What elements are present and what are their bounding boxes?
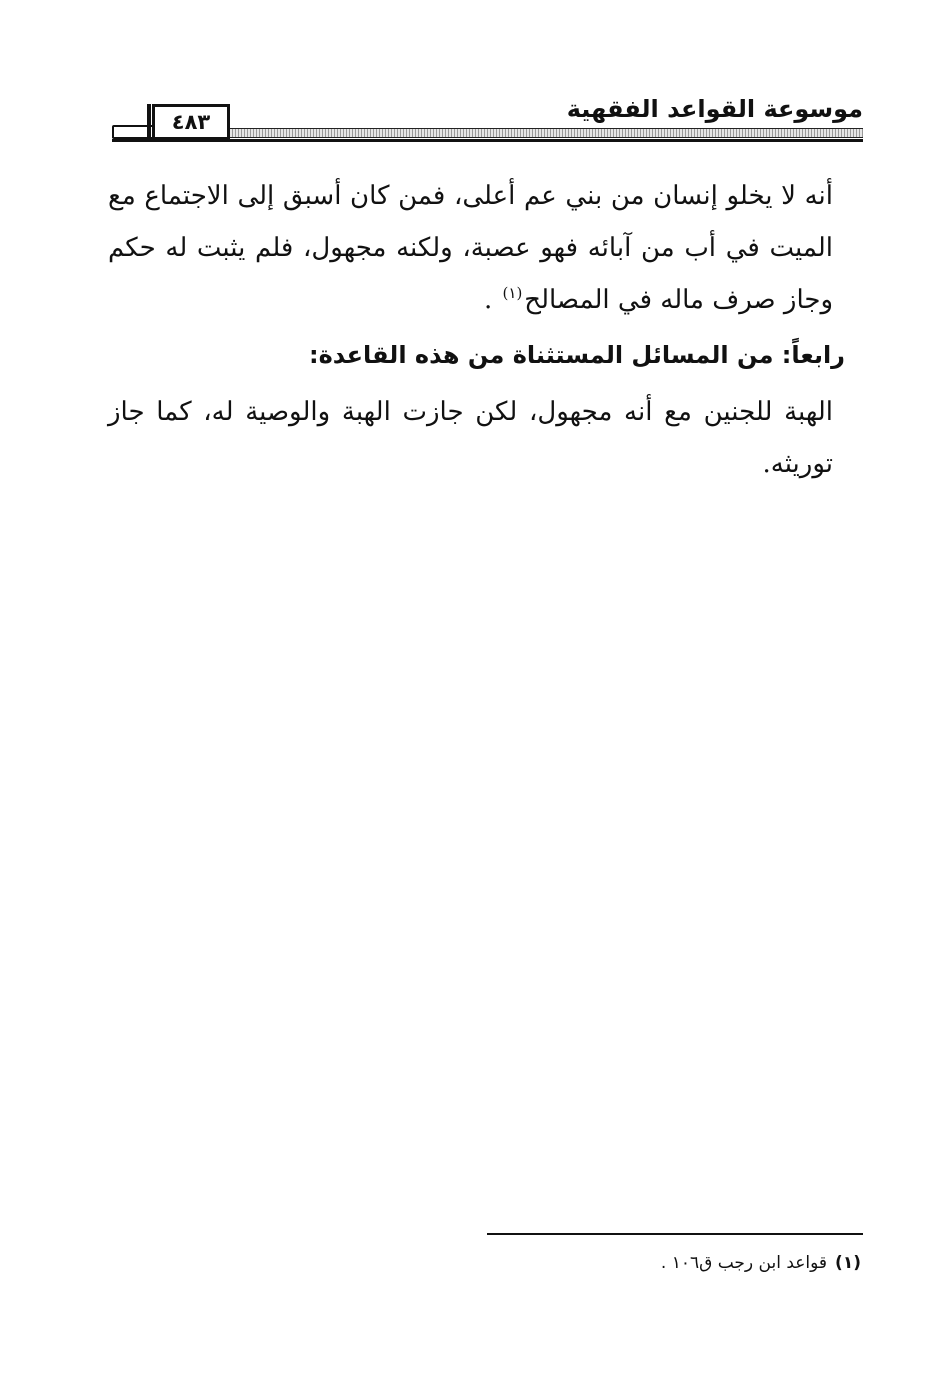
footnote-marker: (١): [835, 1253, 861, 1273]
paragraph-end-punctuation: .: [483, 285, 493, 315]
footnote-separator: [487, 1233, 863, 1235]
footnote-reference: (١): [502, 284, 523, 303]
paragraph: الهبة للجنين مع أنه مجهول، لكن جازت الهبة والوصية له، كما جاز توريثه.: [108, 397, 833, 479]
paragraph-text: أنه لا يخلو إنسان من بني عم أعلى، فمن كان أسبق إلى الاجتماع مع الميت في أب من آبائه فهو عصبة، ولكنه مجهول، فلم يثبت له حكم وجاز صرف ماله في المصالح: [108, 181, 833, 315]
body-text: [108, 170, 845, 490]
page-number: ٤٨٣: [152, 104, 230, 140]
paragraph: [108, 170, 833, 326]
page-header: [112, 92, 863, 148]
footnote-text: قواعد ابن رجب ق١٠٦ .: [660, 1253, 828, 1273]
footnote: [661, 1250, 861, 1276]
section-heading: رابعاً: من المسائل المستثناة من هذه القاعدة:: [309, 341, 845, 369]
book-title: موسوعة القواعد الفقهية: [566, 95, 863, 123]
